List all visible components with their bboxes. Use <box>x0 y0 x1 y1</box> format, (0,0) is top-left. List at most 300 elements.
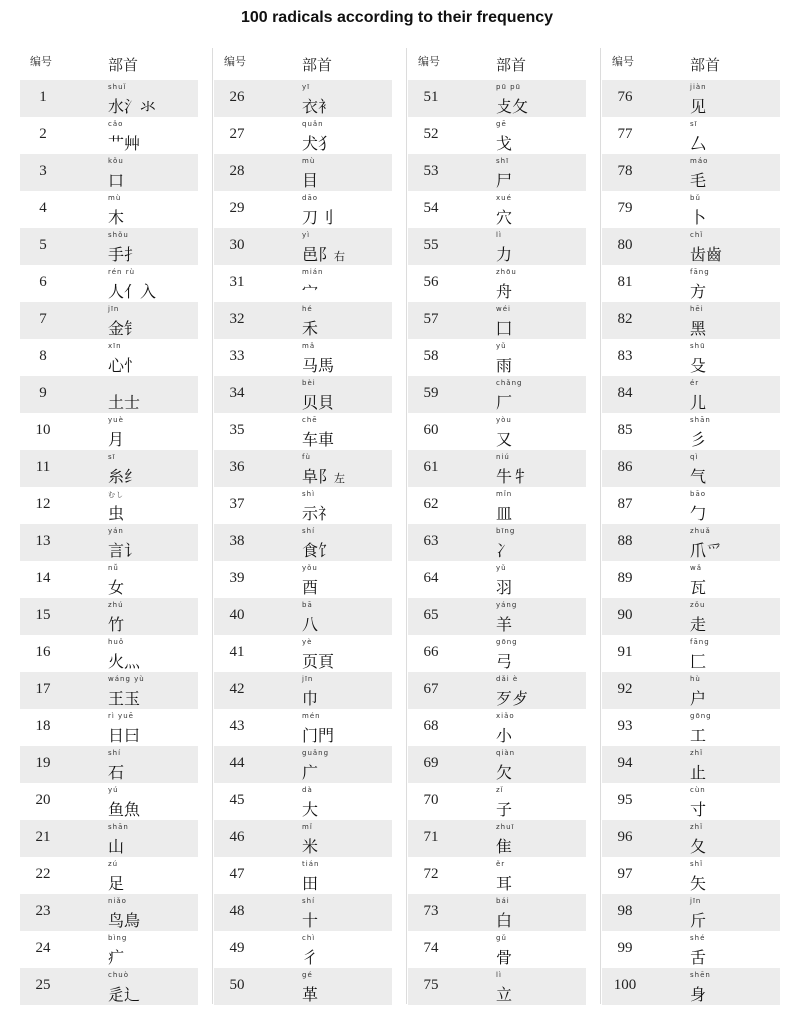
radical-pinyin: yì <box>302 231 311 239</box>
radical-characters <box>496 575 512 598</box>
radical-pinyin: cùn <box>690 786 706 794</box>
radical-characters <box>302 908 318 931</box>
table-row <box>408 376 586 413</box>
table-row <box>20 413 198 450</box>
radical-glyphs: 刀刂 <box>302 208 335 227</box>
table-row <box>602 376 780 413</box>
radical-pinyin: máo <box>690 157 709 165</box>
radical-characters <box>302 94 334 117</box>
radical-number: 37 <box>229 496 245 512</box>
radical-pinyin: mù <box>302 157 316 165</box>
table-row <box>408 487 586 524</box>
radical-number: 54 <box>423 200 439 216</box>
radical-glyphs: 页頁 <box>302 652 335 671</box>
radical-characters <box>496 797 512 820</box>
radical-pinyin: pū pū <box>496 83 521 91</box>
table-row <box>214 709 392 746</box>
radical-number: 68 <box>423 718 439 734</box>
table-row <box>214 931 392 968</box>
radical-number: 87 <box>617 496 633 512</box>
radical-characters <box>496 760 512 783</box>
radical-glyphs: 手扌 <box>108 245 141 264</box>
radical-table <box>20 44 774 1006</box>
radical-pinyin: yòu <box>496 416 512 424</box>
radical-characters <box>302 242 345 265</box>
radical-glyphs: 白 <box>496 911 513 930</box>
radical-number: 95 <box>617 792 633 808</box>
column-header <box>602 44 780 80</box>
radical-glyphs: 石 <box>108 763 125 782</box>
radical-characters <box>108 279 156 302</box>
radical-number: 46 <box>229 829 245 845</box>
header-number-label: 编号 <box>224 55 246 68</box>
radical-pinyin: hé <box>302 305 313 313</box>
table-row <box>214 820 392 857</box>
table-row <box>20 635 198 672</box>
radical-pinyin: zǒu <box>690 601 706 609</box>
radical-glyphs: 子 <box>496 800 513 819</box>
radical-pinyin: zhǐ <box>690 823 704 831</box>
radical-characters <box>690 131 706 154</box>
radical-number: 28 <box>229 163 245 179</box>
radical-characters <box>302 168 318 191</box>
radical-characters <box>496 427 512 450</box>
table-row <box>214 598 392 635</box>
radical-pinyin: yǔ <box>496 564 507 572</box>
radical-glyphs: 疒 <box>108 948 125 967</box>
radical-characters <box>496 501 512 524</box>
radical-pinyin: niú <box>496 453 510 461</box>
table-row <box>214 524 392 561</box>
radical-pinyin: bìng <box>108 934 128 942</box>
radical-glyphs: 力 <box>496 245 513 264</box>
radical-glyphs: 木 <box>108 208 125 227</box>
table-row <box>20 857 198 894</box>
table-row <box>20 598 198 635</box>
radical-pinyin: wǎ <box>690 564 703 572</box>
table-row <box>602 894 780 931</box>
radical-number: 6 <box>39 274 47 290</box>
radical-pinyin: zǐ <box>496 786 504 794</box>
radical-number: 62 <box>423 496 439 512</box>
radical-pinyin: chǎng <box>496 379 523 387</box>
radical-characters <box>108 94 156 117</box>
radical-number: 67 <box>423 681 439 697</box>
radical-glyphs: 小 <box>496 726 513 745</box>
column-group <box>214 44 392 1006</box>
radical-pinyin: gōng <box>496 638 518 646</box>
radical-characters <box>690 390 706 413</box>
table-row <box>214 191 392 228</box>
table-row <box>602 487 780 524</box>
radical-glyphs: 心忄 <box>108 356 141 375</box>
radical-characters <box>108 649 140 672</box>
table-row <box>408 413 586 450</box>
radical-characters <box>108 168 124 191</box>
radical-characters <box>108 131 140 154</box>
column-group <box>20 44 198 1006</box>
table-row <box>408 524 586 561</box>
radical-glyphs: 隹 <box>496 837 513 856</box>
radical-pinyin: yán <box>108 527 124 535</box>
radical-glyphs: 日曰 <box>108 726 141 745</box>
radical-glyphs: 口 <box>108 171 125 190</box>
table-row <box>20 154 198 191</box>
radical-characters <box>690 94 706 117</box>
radical-pinyin: rì yuē <box>108 712 134 720</box>
radical-number: 81 <box>617 274 633 290</box>
radical-characters <box>302 316 318 339</box>
table-row <box>214 561 392 598</box>
radical-characters <box>496 316 512 339</box>
radical-number: 51 <box>423 89 439 105</box>
radical-characters <box>108 871 124 894</box>
radical-number: 5 <box>39 237 47 253</box>
radical-pinyin: jīn <box>302 675 314 683</box>
table-row <box>602 931 780 968</box>
radical-number: 9 <box>39 385 47 401</box>
table-row <box>408 968 586 1005</box>
table-row <box>408 450 586 487</box>
table-row <box>214 154 392 191</box>
radical-characters <box>302 797 318 820</box>
radical-glyphs: 冫 <box>496 541 513 560</box>
radical-characters <box>108 908 140 931</box>
radical-characters <box>690 464 706 487</box>
table-row <box>408 857 586 894</box>
radical-characters <box>690 427 706 450</box>
radical-number: 52 <box>423 126 439 142</box>
radical-glyphs: 寸 <box>690 800 707 819</box>
column-divider <box>212 48 213 1004</box>
radical-characters <box>302 538 334 561</box>
radical-glyphs: 十 <box>302 911 319 930</box>
radical-glyphs: 瓦 <box>690 578 707 597</box>
radical-glyphs: 月 <box>108 430 125 449</box>
radical-number: 14 <box>35 570 51 586</box>
radical-characters <box>302 982 318 1005</box>
radical-number: 71 <box>423 829 439 845</box>
table-row <box>20 450 198 487</box>
radical-glyphs: 门門 <box>302 726 335 745</box>
radical-glyphs: 弓 <box>496 652 513 671</box>
table-row <box>602 635 780 672</box>
radical-number: 20 <box>35 792 51 808</box>
radical-characters <box>690 612 706 635</box>
table-row <box>20 302 198 339</box>
table-row <box>408 931 586 968</box>
radical-glyphs: 革 <box>302 985 319 1004</box>
radical-glyphs: 舟 <box>496 282 513 301</box>
radical-pinyin: sī <box>690 120 698 128</box>
radical-number: 84 <box>617 385 633 401</box>
radical-pinyin: yè <box>302 638 313 646</box>
table-row <box>214 450 392 487</box>
radical-pinyin: mǎ <box>302 342 316 350</box>
header-number-label: 编号 <box>30 55 52 68</box>
table-row <box>602 413 780 450</box>
radical-number: 10 <box>35 422 51 438</box>
table-row <box>602 265 780 302</box>
radical-characters <box>690 723 706 746</box>
radical-number: 75 <box>423 977 439 993</box>
radical-glyphs: 骨 <box>496 948 513 967</box>
radical-number: 24 <box>35 940 51 956</box>
radical-number: 61 <box>423 459 439 475</box>
radical-number: 82 <box>617 311 633 327</box>
radical-pinyin: cǎo <box>108 120 124 128</box>
radical-glyphs: 工 <box>690 726 707 745</box>
radical-glyphs: 羊 <box>496 615 513 634</box>
radical-characters <box>496 205 512 228</box>
radical-number: 90 <box>617 607 633 623</box>
radical-glyphs: 勹 <box>690 504 707 523</box>
table-row <box>20 968 198 1005</box>
radical-glyphs: 牛牜 <box>496 467 529 486</box>
radical-number: 47 <box>229 866 245 882</box>
radical-characters <box>302 834 318 857</box>
radical-pinyin: xīn <box>108 342 122 350</box>
radical-glyphs: 见 <box>690 97 707 116</box>
radical-number: 89 <box>617 570 633 586</box>
radical-pinyin: dà <box>302 786 313 794</box>
radical-number: 99 <box>617 940 633 956</box>
table-row <box>214 339 392 376</box>
radical-characters <box>496 834 512 857</box>
radical-pinyin: hēi <box>690 305 704 313</box>
radical-characters <box>302 871 318 894</box>
radical-characters <box>108 982 140 1005</box>
radical-glyphs: 女 <box>108 578 125 597</box>
radical-number: 25 <box>35 977 51 993</box>
table-row <box>20 894 198 931</box>
radical-characters <box>496 168 512 191</box>
radical-glyphs: 王玉 <box>108 689 141 708</box>
radical-glyphs: 酉 <box>302 578 319 597</box>
radical-characters <box>108 427 124 450</box>
radical-pinyin: gǔ <box>496 934 507 942</box>
table-row <box>408 783 586 820</box>
radical-glyphs: 立 <box>496 985 513 1004</box>
radical-pinyin: hù <box>690 675 701 683</box>
radical-number: 96 <box>617 829 633 845</box>
radical-glyphs: 夂 <box>690 837 707 856</box>
radical-characters <box>690 686 706 709</box>
radical-number: 19 <box>35 755 51 771</box>
radical-glyphs: 又 <box>496 430 513 449</box>
table-row <box>408 302 586 339</box>
table-row <box>602 968 780 1005</box>
radical-pinyin: shān <box>108 823 129 831</box>
header-radical-label: 部首 <box>690 56 721 74</box>
radical-characters <box>302 427 334 450</box>
radical-characters <box>496 723 512 746</box>
radical-pinyin: qì <box>690 453 699 461</box>
radical-glyphs: 儿 <box>690 393 707 412</box>
radical-characters <box>108 760 124 783</box>
radical-characters <box>690 982 706 1005</box>
radical-number: 44 <box>229 755 245 771</box>
radical-pinyin: jiàn <box>690 83 707 91</box>
radical-characters <box>690 797 706 820</box>
radical-pinyin: shì <box>302 490 316 498</box>
radical-number: 93 <box>617 718 633 734</box>
radical-characters <box>108 723 140 746</box>
radical-characters <box>496 686 528 709</box>
radical-glyphs: 言讠 <box>108 541 141 560</box>
table-row <box>20 376 198 413</box>
table-row <box>602 339 780 376</box>
radical-characters <box>108 205 124 228</box>
table-row <box>408 265 586 302</box>
table-row <box>214 376 392 413</box>
header-number-label: 编号 <box>612 55 634 68</box>
radical-number: 98 <box>617 903 633 919</box>
radical-pinyin: yī <box>302 83 311 91</box>
radical-number: 64 <box>423 570 439 586</box>
radical-number: 34 <box>229 385 245 401</box>
radical-characters <box>302 760 318 783</box>
radical-glyphs: 舌 <box>690 948 707 967</box>
table-row <box>20 820 198 857</box>
radical-glyphs: 邑阝 <box>302 245 335 264</box>
radical-glyphs: 贝貝 <box>302 393 335 412</box>
radical-characters <box>690 279 706 302</box>
radical-glyphs: 身 <box>690 985 707 1004</box>
radical-glyphs: 艹艸 <box>108 134 141 153</box>
radical-pinyin: yáng <box>496 601 518 609</box>
radical-number: 69 <box>423 755 439 771</box>
radical-pinyin: xué <box>496 194 512 202</box>
table-row <box>602 191 780 228</box>
radical-characters <box>108 575 124 598</box>
table-row <box>602 746 780 783</box>
radical-pinyin: zhuǎ <box>690 527 711 535</box>
radical-number: 35 <box>229 422 245 438</box>
radical-number: 49 <box>229 940 245 956</box>
radical-characters <box>690 834 706 857</box>
radical-characters <box>302 945 318 968</box>
radical-glyphs: 火灬 <box>108 652 141 671</box>
radical-pinyin: shān <box>690 416 711 424</box>
radical-number: 39 <box>229 570 245 586</box>
radical-pinyin: xiǎo <box>496 712 515 720</box>
radical-pinyin: むし <box>108 491 124 499</box>
radical-characters <box>496 982 512 1005</box>
radical-pinyin: fāng <box>690 638 710 646</box>
radical-glyphs: 宀 <box>302 282 319 301</box>
radical-number: 1 <box>39 89 47 105</box>
radical-number: 53 <box>423 163 439 179</box>
radical-pinyin: chē <box>302 416 318 424</box>
radical-glyphs: 大 <box>302 800 319 819</box>
table-row <box>408 746 586 783</box>
radical-glyphs: 皿 <box>496 504 513 523</box>
radical-number: 91 <box>617 644 633 660</box>
radical-pinyin: wáng yù <box>108 675 145 683</box>
radical-number: 65 <box>423 607 439 623</box>
radical-glyphs: 马馬 <box>302 356 335 375</box>
radical-number: 26 <box>229 89 245 105</box>
radical-glyphs: 齿齒 <box>690 245 723 264</box>
radical-number: 45 <box>229 792 245 808</box>
radical-number: 56 <box>423 274 439 290</box>
radical-glyphs: 金钅 <box>108 319 141 338</box>
radical-number: 32 <box>229 311 245 327</box>
radical-characters <box>496 908 512 931</box>
table-row <box>602 857 780 894</box>
radical-glyphs: 示礻 <box>302 504 335 523</box>
table-row <box>602 117 780 154</box>
radical-characters <box>690 945 706 968</box>
radical-number: 29 <box>229 200 245 216</box>
radical-number: 58 <box>423 348 439 364</box>
radical-number: 27 <box>229 126 245 142</box>
radical-glyphs: 厂 <box>496 393 513 412</box>
radical-pinyin: shuǐ <box>108 83 127 91</box>
radical-pinyin: bǔ <box>690 194 701 202</box>
radical-number: 63 <box>423 533 439 549</box>
table-row <box>20 117 198 154</box>
radical-glyphs: 殳 <box>690 356 707 375</box>
radical-number: 55 <box>423 237 439 253</box>
radical-number: 40 <box>229 607 245 623</box>
radical-glyphs: 米 <box>302 837 319 856</box>
radical-characters <box>690 538 722 561</box>
radical-glyphs: 衣衤 <box>302 97 335 116</box>
radical-characters <box>496 649 512 672</box>
radical-characters <box>302 501 334 524</box>
radical-number: 59 <box>423 385 439 401</box>
radical-characters <box>302 131 334 154</box>
table-row <box>602 80 780 117</box>
radical-number: 94 <box>617 755 633 771</box>
radical-pinyin: zhuī <box>496 823 515 831</box>
radical-pinyin: qiàn <box>496 749 516 757</box>
radical-position-note: 右 <box>334 250 346 263</box>
radical-number: 41 <box>229 644 245 660</box>
table-row <box>214 746 392 783</box>
radical-pinyin: ěr <box>496 860 506 868</box>
radical-pinyin: yǒu <box>302 564 318 572</box>
radical-characters <box>496 538 512 561</box>
radical-number: 16 <box>35 644 51 660</box>
radical-characters <box>496 390 512 413</box>
table-row <box>214 783 392 820</box>
table-row <box>408 154 586 191</box>
table-row <box>214 894 392 931</box>
radical-pinyin: mǐn <box>496 490 513 498</box>
radical-characters <box>302 612 318 635</box>
radical-pinyin: guǎng <box>302 749 330 757</box>
table-row <box>408 598 586 635</box>
radical-number: 77 <box>617 126 633 142</box>
radical-number: 42 <box>229 681 245 697</box>
radical-glyphs: 食饣 <box>302 541 335 560</box>
table-row <box>20 672 198 709</box>
radical-glyphs: 气 <box>690 467 707 486</box>
table-row <box>20 709 198 746</box>
header-radical-label: 部首 <box>302 56 333 74</box>
radical-characters <box>496 94 528 117</box>
header-radical-label: 部首 <box>108 56 139 74</box>
radical-glyphs: 卜 <box>690 208 707 227</box>
table-row <box>214 265 392 302</box>
radical-glyphs: 囗 <box>496 319 513 338</box>
table-row <box>408 561 586 598</box>
table-row <box>20 931 198 968</box>
radical-characters <box>690 760 706 783</box>
